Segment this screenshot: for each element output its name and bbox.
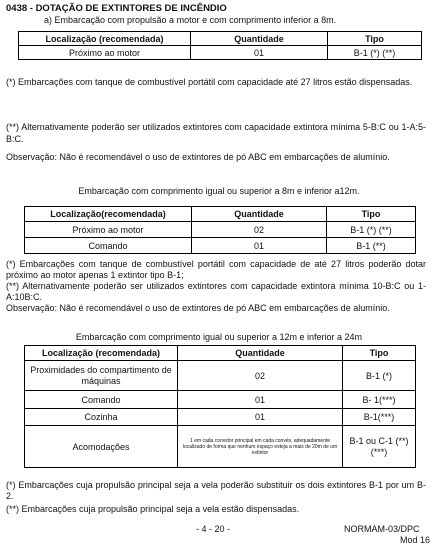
cell-quantity: 01 [178,409,343,426]
cell-location: Comando [25,391,178,409]
note-c-1: (*) Embarcações cuja propulsão principal seja a vela poderão substituir os dois extintores B-1 por um B-2. [6,480,426,501]
table-c [24,345,416,468]
cell-type: B-1(***) [343,409,416,426]
col-header-location: Localização(recomendada) [25,207,192,222]
table-row [25,409,416,426]
col-header-quantity: Quantidade [192,207,327,222]
cell-quantity: 01 [178,391,343,409]
table-row [19,46,422,60]
cell-location: Comando [25,238,192,254]
cell-type: B-1 (**) [327,238,416,254]
col-header-type: Tipo [327,207,416,222]
cell-quantity: 02 [192,222,327,238]
note-a-1: (*) Embarcações com tanque de combustível portátil com capacidade até 27 litros estão dispensadas. [6,77,413,87]
cell-quantity: 02 [178,361,343,391]
note-b-1: (*) Embarcações com tanque de combustível portátil com capacidade de até 27 litros poderão dotar próximo ao motor apenas 1 extintor tipo B-1; [6,259,426,280]
table-row [25,222,416,238]
table-row [25,238,416,254]
cell-quantity: 1 em cada corredor principal em cada convés, adequadamente localizado de forma que nenhum espaço esteja a mais de 20m de um extintor [178,426,343,468]
table-header-row [25,207,416,222]
subsection-b-caption: Embarcação com comprimento igual ou superior a 8m e inferior a12m. [78,186,360,196]
col-header-quantity: Quantidade [191,32,328,46]
col-header-location: Localização (recomendada) [25,346,178,361]
cell-type: B-1 (*) (**) [328,46,422,60]
cell-location: Cozinha [25,409,178,426]
table-header-row [19,32,422,46]
col-header-location: Localização (recomendada) [19,32,191,46]
note-c-2: (**) Embarcações cuja propulsão principal seja a vela estão dispensadas. [6,504,300,514]
table-row [25,391,416,409]
section-title: 0438 - DOTAÇÃO DE EXTINTORES DE INCÊNDIO [6,3,227,14]
note-a-2: (**) Alternativamente poderão ser utilizados extintores com capacidade extintora mínima 5-B:C ou 1-A:5-B:C. [6,122,426,144]
table-a [18,31,422,60]
table-row [25,426,416,468]
col-header-quantity: Quantidade [178,346,343,361]
cell-type: B-1 ou C-1 (**) (***) [343,426,416,468]
cell-type: B- 1(***) [343,391,416,409]
cell-location: Próximo ao motor [25,222,192,238]
table-row [25,361,416,391]
cell-quantity: 01 [191,46,328,60]
note-a-observation: Observação: Não é recomendável o uso de extintores de pó ABC em embarcações de alumínio. [6,152,390,162]
table-header-row [25,346,416,361]
subsection-c-caption: Embarcação com comprimento igual ou superior a 12m e inferior a 24m [75,332,363,342]
col-header-type: Tipo [343,346,416,361]
col-header-type: Tipo [328,32,422,46]
document-code: NORMAM-03/DPC [344,524,420,534]
subsection-a-caption: a) Embarcação com propulsão a motor e com comprimento inferior a 8m. [44,15,337,25]
note-b-2: (**) Alternativamente poderão ser utilizados extintores com capacidade extintora mínima 10-B:C ou 1-A:10B:C. [6,281,426,302]
document-mod: Mod 16 [400,535,431,545]
cell-location: Proximidades do compartimento de máquinas [25,361,178,391]
cell-type: B-1 (*) (**) [327,222,416,238]
note-b-observation: Observação: Não é recomendável o uso de extintores de pó ABC em embarcações de alumínio. [6,303,390,313]
cell-type: B-1 (*) [343,361,416,391]
cell-location: Acomodações [25,426,178,468]
cell-quantity: 01 [192,238,327,254]
cell-location: Próximo ao motor [19,46,191,60]
page-number: - 4 - 20 - [196,524,231,534]
table-b [24,206,416,254]
